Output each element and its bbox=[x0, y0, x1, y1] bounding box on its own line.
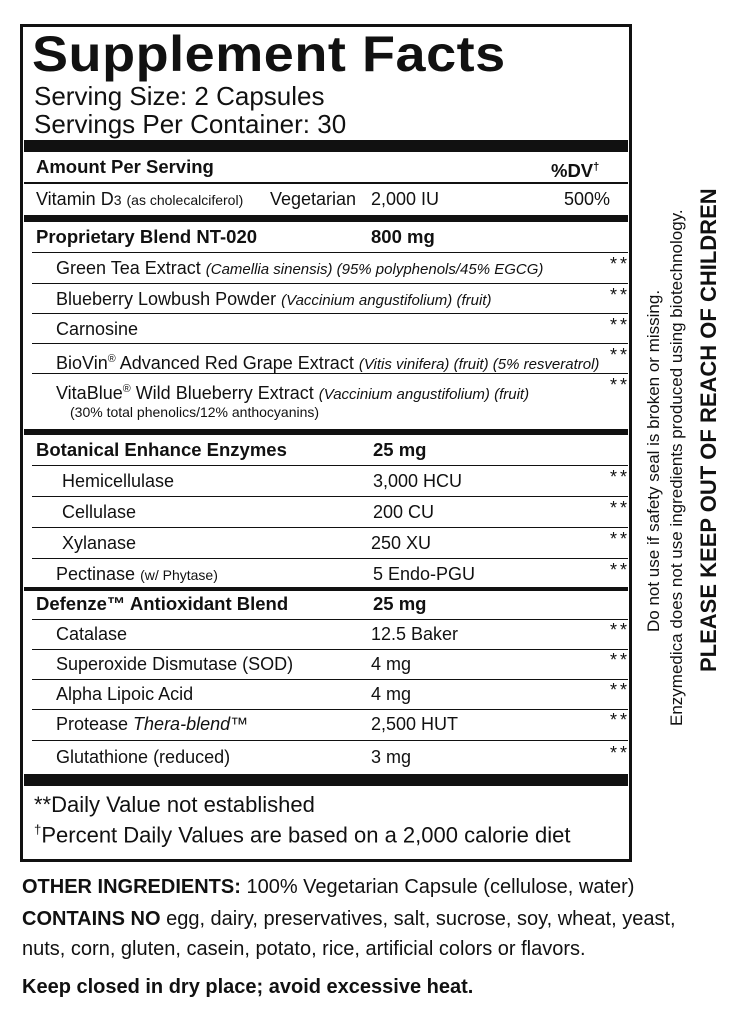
medium-divider bbox=[24, 215, 628, 222]
registered-mark: ® bbox=[122, 383, 131, 395]
ingredient-name bbox=[56, 284, 491, 316]
ingredient-name bbox=[56, 709, 248, 739]
ingredient-name-text: Wild Blueberry Extract bbox=[130, 383, 319, 403]
ingredient-name-text: Protease bbox=[56, 714, 134, 734]
ingredient-name: Xylanase bbox=[62, 533, 137, 553]
dv-value: ** bbox=[610, 529, 631, 549]
dv-value: ** bbox=[610, 315, 631, 335]
blend1-header-row bbox=[20, 222, 632, 252]
ingredient-amount: 200 CU bbox=[373, 502, 435, 522]
table-row bbox=[20, 559, 632, 589]
ingredient-detail: (Vitis vinifera) (fruit) (5% resveratrol) bbox=[358, 356, 600, 373]
blend1-amount: 800 mg bbox=[371, 226, 435, 247]
vitamin-amount: 2,000 IU bbox=[371, 189, 440, 209]
dv-value: ** bbox=[610, 650, 631, 670]
ingredient-name bbox=[56, 559, 218, 590]
blend3-header-row bbox=[20, 589, 632, 619]
dv-value: ** bbox=[610, 375, 631, 395]
panel-title: Supplement Facts bbox=[32, 26, 506, 82]
registered-mark: ® bbox=[107, 353, 116, 365]
other-ingredients-label: OTHER INGREDIENTS: bbox=[22, 876, 241, 898]
table-row bbox=[20, 314, 632, 344]
ingredient-amount: 3,000 HCU bbox=[373, 471, 463, 491]
ingredient-name bbox=[56, 253, 543, 285]
vitamin-d-row bbox=[20, 184, 632, 214]
table-row bbox=[20, 742, 632, 772]
ingredient-name: Carnosine bbox=[56, 319, 139, 339]
footnote-calorie bbox=[34, 822, 570, 848]
ingredient-amount: 4 mg bbox=[371, 684, 412, 704]
contains-no-label: CONTAINS NO bbox=[22, 908, 161, 930]
safety-seal-note: Do not use if safety seal is broken or missing. bbox=[644, 289, 663, 632]
ingredient-detail: (Vaccinium angustifolium) (fruit) bbox=[318, 386, 530, 403]
vitamin-name bbox=[36, 184, 243, 215]
thick-divider bbox=[24, 140, 628, 152]
ingredient-name-text: VitaBlue bbox=[56, 383, 123, 403]
thick-divider bbox=[24, 774, 628, 786]
ingredient-amount: 3 mg bbox=[371, 747, 412, 767]
ingredient-amount: 12.5 Baker bbox=[371, 624, 459, 644]
footnote-dv: **Daily Value not established bbox=[34, 792, 315, 817]
dv-value: ** bbox=[610, 680, 631, 700]
dv-value: ** bbox=[610, 743, 631, 763]
dv-header-dagger: † bbox=[593, 161, 600, 173]
ingredient-name: Glutathione (reduced) bbox=[56, 747, 231, 767]
amount-per-serving-label: Amount Per Serving bbox=[36, 156, 214, 177]
table-row bbox=[20, 679, 632, 709]
table-row bbox=[20, 497, 632, 527]
contains-no-line2: nuts, corn, gluten, casein, potato, rice, artificial colors or flavors. bbox=[22, 938, 586, 960]
ingredient-name: Alpha Lipoic Acid bbox=[56, 684, 194, 704]
table-row bbox=[20, 284, 632, 314]
ingredient-detail: (w/ Phytase) bbox=[140, 567, 218, 583]
contains-no bbox=[22, 904, 676, 934]
blend2-amount: 25 mg bbox=[373, 439, 427, 460]
dv-value: ** bbox=[610, 710, 631, 730]
ingredient-name: Hemicellulase bbox=[62, 471, 175, 491]
dv-value: ** bbox=[610, 345, 631, 365]
blend2-header-row bbox=[20, 435, 632, 465]
vitamin-subscript: 3 bbox=[113, 192, 122, 208]
ingredient-detail: (Camellia sinensis) (95% polyphenols/45% EGCG) bbox=[205, 261, 544, 278]
keep-away-warning: PLEASE KEEP OUT OF REACH OF CHILDREN bbox=[696, 188, 721, 672]
ingredient-name-text: Blueberry Lowbush Powder bbox=[56, 289, 282, 309]
table-row bbox=[20, 649, 632, 679]
ingredient-detail-line2: (30% total phenolics/12% anthocyanins) bbox=[70, 404, 320, 420]
ingredient-amount: 5 Endo-PGU bbox=[373, 564, 476, 584]
ingredient-detail: Thera-blend™ bbox=[133, 714, 249, 734]
ingredient-detail: (Vaccinium angustifolium) (fruit) bbox=[281, 292, 492, 309]
contains-no-text: egg, dairy, preservatives, salt, sucrose, soy, wheat, yeast, bbox=[160, 908, 676, 930]
footnote-dagger: † bbox=[34, 822, 42, 837]
ingredient-name-text: Advanced Red Grape Extract bbox=[115, 353, 359, 373]
vitamin-note: Vegetarian bbox=[270, 189, 357, 209]
dv-value: ** bbox=[610, 498, 631, 518]
dv-value: ** bbox=[610, 254, 631, 274]
vitamin-name-text: Vitamin D bbox=[36, 189, 114, 209]
biotech-note: Enzymedica does not use ingredients produced using biotechnology. bbox=[667, 209, 686, 726]
table-row bbox=[20, 528, 632, 558]
dv-value: ** bbox=[610, 620, 631, 640]
vitamin-dv: 500% bbox=[564, 189, 611, 209]
ingredient-name: Cellulase bbox=[62, 502, 137, 522]
table-row bbox=[20, 709, 632, 739]
other-ingredients bbox=[22, 872, 634, 902]
table-row bbox=[20, 374, 632, 434]
dv-header-text: %DV bbox=[551, 160, 594, 182]
ingredient-name-text: Pectinase bbox=[56, 564, 141, 584]
table-row bbox=[20, 619, 632, 649]
other-ingredients-text: 100% Vegetarian Capsule (cellulose, water) bbox=[240, 876, 635, 898]
ingredient-amount: 250 XU bbox=[371, 533, 432, 553]
amount-header-row bbox=[20, 152, 632, 182]
ingredient-name-text: Green Tea Extract bbox=[56, 258, 206, 278]
ingredient-name: Superoxide Dismutase (SOD) bbox=[56, 654, 294, 674]
footnote-calorie-text: Percent Daily Values are based on a 2,000 calorie diet bbox=[41, 822, 571, 848]
serving-size: Serving Size: 2 Capsules bbox=[34, 81, 325, 111]
storage-note: Keep closed in dry place; avoid excessive heat. bbox=[22, 976, 474, 998]
table-row bbox=[20, 344, 632, 374]
dv-value: ** bbox=[610, 467, 631, 487]
table-row bbox=[20, 253, 632, 283]
ingredient-amount: 2,500 HUT bbox=[371, 714, 459, 734]
blend2-name: Botanical Enhance Enzymes bbox=[36, 439, 287, 460]
blend3-amount: 25 mg bbox=[373, 593, 427, 614]
dv-value: ** bbox=[610, 285, 631, 305]
table-row bbox=[20, 466, 632, 496]
servings-per-container: Servings Per Container: 30 bbox=[34, 109, 347, 139]
ingredient-name-text: BioVin bbox=[56, 353, 108, 373]
blend3-name: Defenze™ Antioxidant Blend bbox=[36, 593, 289, 614]
dv-value: ** bbox=[610, 560, 631, 580]
ingredient-name: Catalase bbox=[56, 624, 128, 644]
blend1-name: Proprietary Blend NT-020 bbox=[36, 226, 258, 247]
ingredient-amount: 4 mg bbox=[371, 654, 412, 674]
divider bbox=[32, 740, 628, 741]
vitamin-detail: (as cholecalciferol) bbox=[126, 192, 244, 208]
